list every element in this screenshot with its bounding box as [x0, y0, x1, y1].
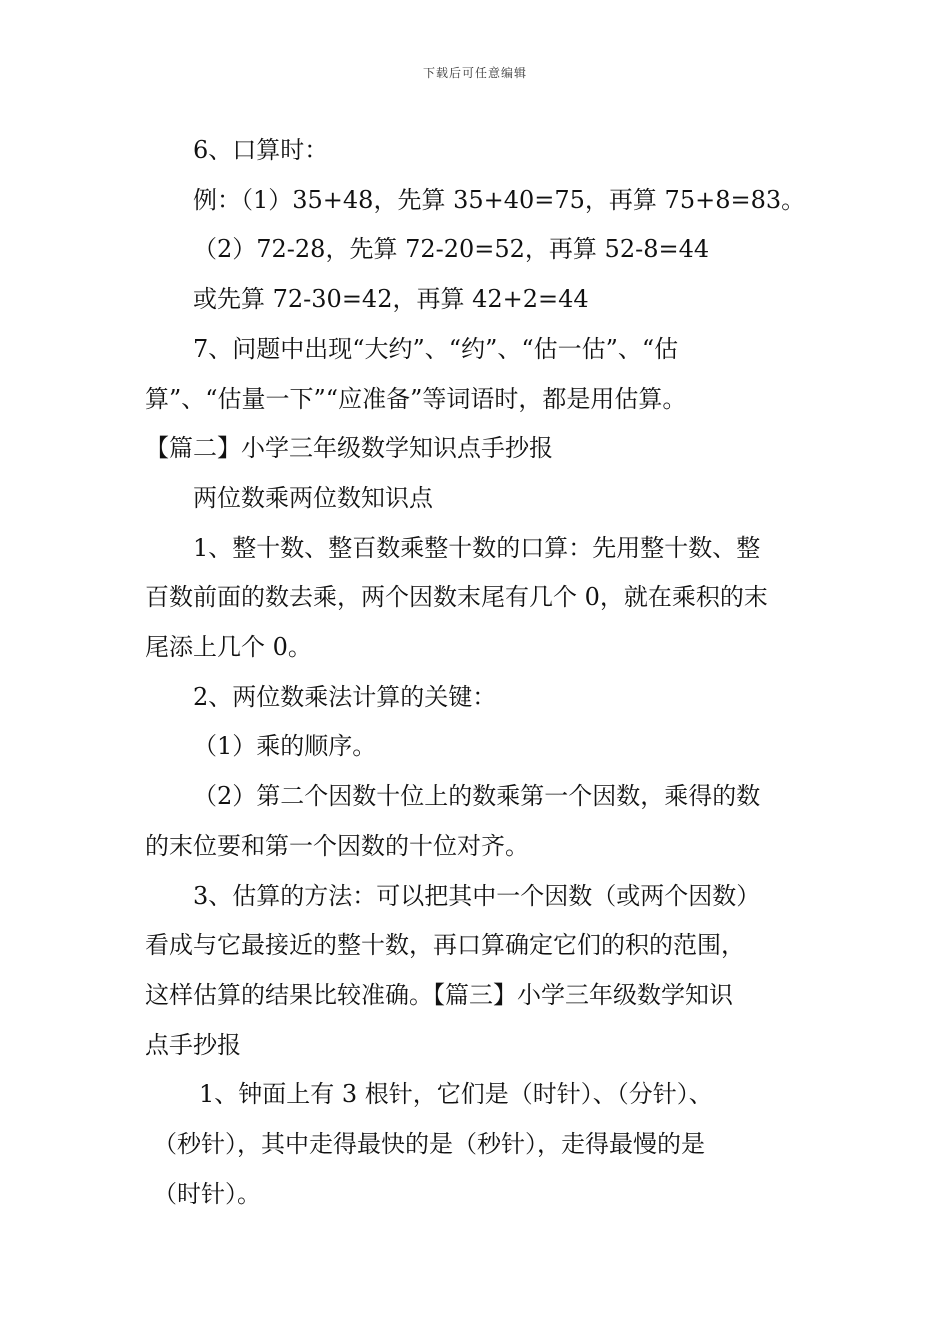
text-line: 尾添上几个 0。: [145, 633, 312, 662]
text-line: 3、估算的方法：可以把其中一个因数（或两个因数）: [193, 881, 761, 910]
text-line: 或先算 72-30=42，再算 42+2=44: [193, 285, 589, 314]
text-line: 这样估算的结果比较准确。【篇三】小学三年级数学知识: [145, 980, 733, 1009]
text-line: 的末位要和第一个因数的十位对齐。: [145, 831, 529, 860]
page-header: 下载后可任意编辑: [422, 66, 527, 80]
text-line: （2）第二个因数十位上的数乘第一个因数，乘得的数: [193, 782, 761, 811]
text-line: 算”、“估量一下”“应准备”等词语时，都是用估算。: [145, 384, 687, 413]
text-line: （1）乘的顺序。: [193, 732, 377, 761]
text-line: 2、两位数乘法计算的关键：: [193, 682, 497, 711]
text-line: 1、整十数、整百数乘整十数的口算：先用整十数、整: [193, 533, 761, 562]
text-line: 7、问题中出现“大约”、“约”、“估一估”、“估: [193, 334, 679, 363]
text-line: （时针）。: [153, 1179, 261, 1208]
text-line: 百数前面的数去乘，两个因数末尾有几个 0，就在乘积的末: [145, 583, 768, 612]
text-line: 点手抄报: [145, 1030, 241, 1059]
text-line: 6、口算时：: [193, 136, 329, 164]
document-body: [145, 126, 810, 1219]
text-line: 看成与它最接近的整十数，再口算确定它们的积的范围，: [145, 931, 745, 960]
text-line: 1、钟面上有 3 根针，它们是（时针）、（分针）、: [199, 1080, 713, 1109]
subsection-heading: 两位数乘两位数知识点: [193, 483, 433, 512]
section-heading: 【篇二】小学三年级数学知识点手抄报: [145, 434, 553, 463]
text-line: 例：（1）35+48，先算 35+40=75，再算 75+8=83。: [193, 185, 806, 214]
text-line: （秒针），其中走得最快的是（秒针），走得最慢的是: [153, 1130, 705, 1159]
text-line: （2）72-28，先算 72-20=52，再算 52-8=44: [193, 235, 710, 264]
